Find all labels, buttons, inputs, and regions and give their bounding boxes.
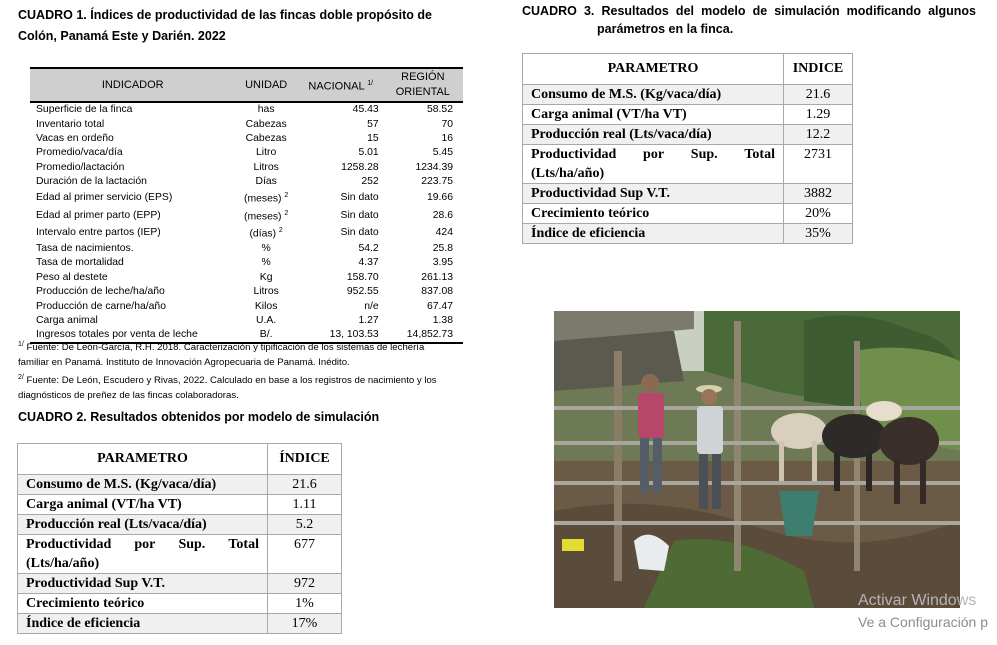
farm-photo [554,311,960,608]
header-indicador: INDICADOR [30,68,233,102]
cell-parametro: Crecimiento teórico [18,594,268,614]
cell-indice: 972 [268,574,342,594]
cell-unidad: Cabezas [245,132,287,144]
cell-nacional: 1258.28 [341,161,379,173]
cell-region: 837.08 [421,286,453,298]
header-parametro: PARAMETRO [18,444,268,475]
cell-indicador: Ingresos totales por venta de leche [30,328,233,343]
table-row [523,125,853,145]
table-row [18,495,342,515]
cell-indice: 1.11 [268,495,342,515]
cell-nacional: 4.37 [358,257,379,269]
cell-nacional: Sin dato [340,227,379,239]
table-row [18,535,342,574]
table-row [18,594,342,614]
header-region: REGIÓN ORIENTAL [383,68,463,102]
cell-region: 58.52 [426,104,453,116]
cell-indice: 3882 [784,184,853,204]
cell-indice: 12.2 [784,125,853,145]
cell-unidad: U.A. [256,314,277,326]
cell-unidad: (días) $^2$ [249,227,283,240]
cell-unidad: Litros [253,161,279,173]
table-row [18,475,342,495]
header-nacional: NACIONAL $^{1/}$ [299,68,383,102]
cell-region: 70 [441,118,453,130]
table-row [30,299,463,313]
cuadro1-footnotes: $^{1/}$ Fuente: De León-García, R.H. 2018. Caracterización y tipificación de los sistemas de lechería familiar en Panamá. Instituto de Innovación Agropecuaria de Panamá. Inédito. $^{2/}$ Fuente: De León, Escudero y Rivas, 2022. Calculado en base a los registros de nacimiento y los diagnósticos de preñez de las fincas colaboradoras. [18,337,478,403]
cell-nacional: 15 [367,132,379,144]
footnote-2: $^{2/}$ Fuente: De León, Escudero y Rivas, 2022. Calculado en base a los registros de nacimiento y los [18,374,437,387]
table-row [18,515,342,535]
cell-indicador: Inventario total [36,118,105,130]
table-row [18,614,342,634]
cell-nacional: 13, 103.53 [299,328,383,343]
cell-unidad: Cabezas [245,118,287,130]
table-row [30,207,463,224]
table-row [30,189,463,206]
cell-nacional: 1.27 [358,314,379,326]
cell-parametro: Consumo de M.S. (Kg/vaca/día) [18,475,268,495]
cell-indicador: Producción de leche/ha/año [36,286,165,298]
cell-indice: 21.6 [784,85,853,105]
cell-indicador: Promedio/vaca/día [36,147,123,159]
table-row [30,175,463,189]
cell-unidad: (meses) $^2$ [243,209,289,223]
watermark-activate: Activar Windows [858,592,977,609]
cell-parametro: Producción real (Lts/vaca/día) [18,515,268,535]
cell-unidad: Días [255,176,277,188]
cell-unidad: has [257,104,275,116]
cell-nacional: 45.43 [352,104,379,116]
cuadro1-table [30,67,463,344]
header-unidad: UNIDAD [233,68,298,102]
cell-nacional: Sin dato [340,209,379,221]
cell-parametro: Carga animal (VT/ha VT) [523,105,784,125]
cell-nacional: 57 [367,118,379,130]
cell-parametro: Consumo de M.S. (Kg/vaca/día) [523,85,784,105]
header-parametro: PARAMETRO [523,54,784,85]
cell-region: 3.95 [432,257,453,269]
cell-indice: 35% [784,224,853,244]
table-row [30,256,463,270]
table-row [523,204,853,224]
cell-indice: 677 [268,535,342,574]
footnote-1: $^{1/}$ Fuente: De León-García, R.H. 2018. Caracterización y tipificación de los sistemas de lechería [18,341,425,354]
table-row [30,285,463,299]
cell-indice: 1.29 [784,105,853,125]
table-row [523,224,853,244]
cell-region: 261.13 [421,271,453,283]
cell-unidad: Kilos [254,300,278,312]
cell-indicador: Edad al primer parto (EPP) [36,209,161,221]
cell-indice: 21.6 [268,475,342,495]
cell-region: 5.45 [432,147,453,159]
cell-parametro: Índice de eficiencia [18,614,268,634]
cuadro1-title: CUADRO 1. Índices de productividad de las fincas doble propósito de Colón, Panamá Este y Darién. 2022 [18,8,432,43]
cell-unidad: Litros [253,286,279,298]
table-row [30,161,463,175]
cell-parametro: Producción real (Lts/vaca/día) [523,125,784,145]
cell-indicador: Tasa de nacimientos. [36,242,134,254]
cell-parametro: Carga animal (VT/ha VT) [18,495,268,515]
cell-indicador: Intervalo entre partos (IEP) [36,227,161,239]
cell-region: 14,852.73 [383,328,463,343]
cuadro2-header-row [18,444,342,475]
cell-region: 16 [441,132,453,144]
cuadro1-header-row [30,68,463,102]
table-row [523,145,853,184]
cell-indicador: Carga animal [36,314,98,326]
cuadro2-table [17,443,342,634]
header-indice: ÍNDICE [268,444,342,475]
cell-nacional: 252 [361,176,379,188]
cell-nacional: 158.70 [346,271,379,283]
cuadro3-header-row [523,54,853,85]
cell-region: 1234.39 [415,161,453,173]
cell-parametro: Crecimiento teórico [523,204,784,224]
cell-region: 25.8 [432,242,453,254]
table-row [523,105,853,125]
cell-indice: 17% [268,614,342,634]
cell-unidad: B/. [233,328,298,343]
cell-region: 1.38 [432,314,453,326]
cell-region: 223.75 [421,176,453,188]
table-row [30,224,463,241]
cell-region: 28.6 [432,209,453,221]
cell-indicador: Peso al destete [36,271,108,283]
header-indice: INDICE [784,54,853,85]
cuadro3-title: CUADRO 3. Resultados del modelo de simulación modificando algunos parámetros en la finca. [522,4,976,36]
cuadro2-title: CUADRO 2. Resultados obtenidos por modelo de simulación [18,410,380,424]
table-row [523,184,853,204]
table-row [30,271,463,285]
cell-parametro: Índice de eficiencia [523,224,784,244]
cell-region: 424 [435,227,453,239]
cell-unidad: Kg [259,271,273,283]
cell-parametro: Productividad Sup V.T. [523,184,784,204]
table-row [18,574,342,594]
table-row [30,242,463,256]
cell-indicador: Producción de carne/ha/año [36,300,166,312]
watermark-config: Ve a Configuración p [858,614,988,630]
cell-parametro: Productividad Sup V.T. [18,574,268,594]
cell-unidad: % [261,242,271,254]
cell-indicador: Superficie de la finca [36,104,133,116]
table-row [523,85,853,105]
cell-nacional: 952.55 [346,286,379,298]
table-row [30,146,463,160]
cell-nacional: Sin dato [340,192,379,204]
cell-nacional: n/e [364,300,379,312]
cell-indicador: Vacas en ordeño [36,132,114,144]
cuadro3-table [522,53,853,244]
table-row [30,117,463,131]
table-row [30,102,463,117]
cell-indice: 20% [784,204,853,224]
cell-unidad: (meses) $^2$ [243,192,289,205]
farm-photo-illustration [554,311,960,608]
cell-parametro: Productividad por Sup. Total (Lts/ha/año) [523,145,784,184]
cell-indice: 2731 [784,145,853,184]
cell-indicador: Edad al primer servicio (EPS) [36,192,173,204]
table-row [30,314,463,328]
cell-parametro: Productividad por Sup. Total (Lts/ha/año) [18,535,268,574]
cell-unidad: % [261,257,271,269]
cell-nacional: 5.01 [358,147,379,159]
cell-nacional: 54.2 [358,242,379,254]
cell-indicador: Tasa de mortalidad [36,257,124,269]
table-row [30,132,463,146]
cell-unidad: Litro [256,147,277,159]
cell-indice: 5.2 [268,515,342,535]
cell-region: 19.66 [426,192,453,204]
cell-indice: 1% [268,594,342,614]
cell-indicador: Duración de la lactación [36,176,147,188]
cell-indicador: Promedio/lactación [36,161,125,173]
cell-region: 67.47 [426,300,453,312]
